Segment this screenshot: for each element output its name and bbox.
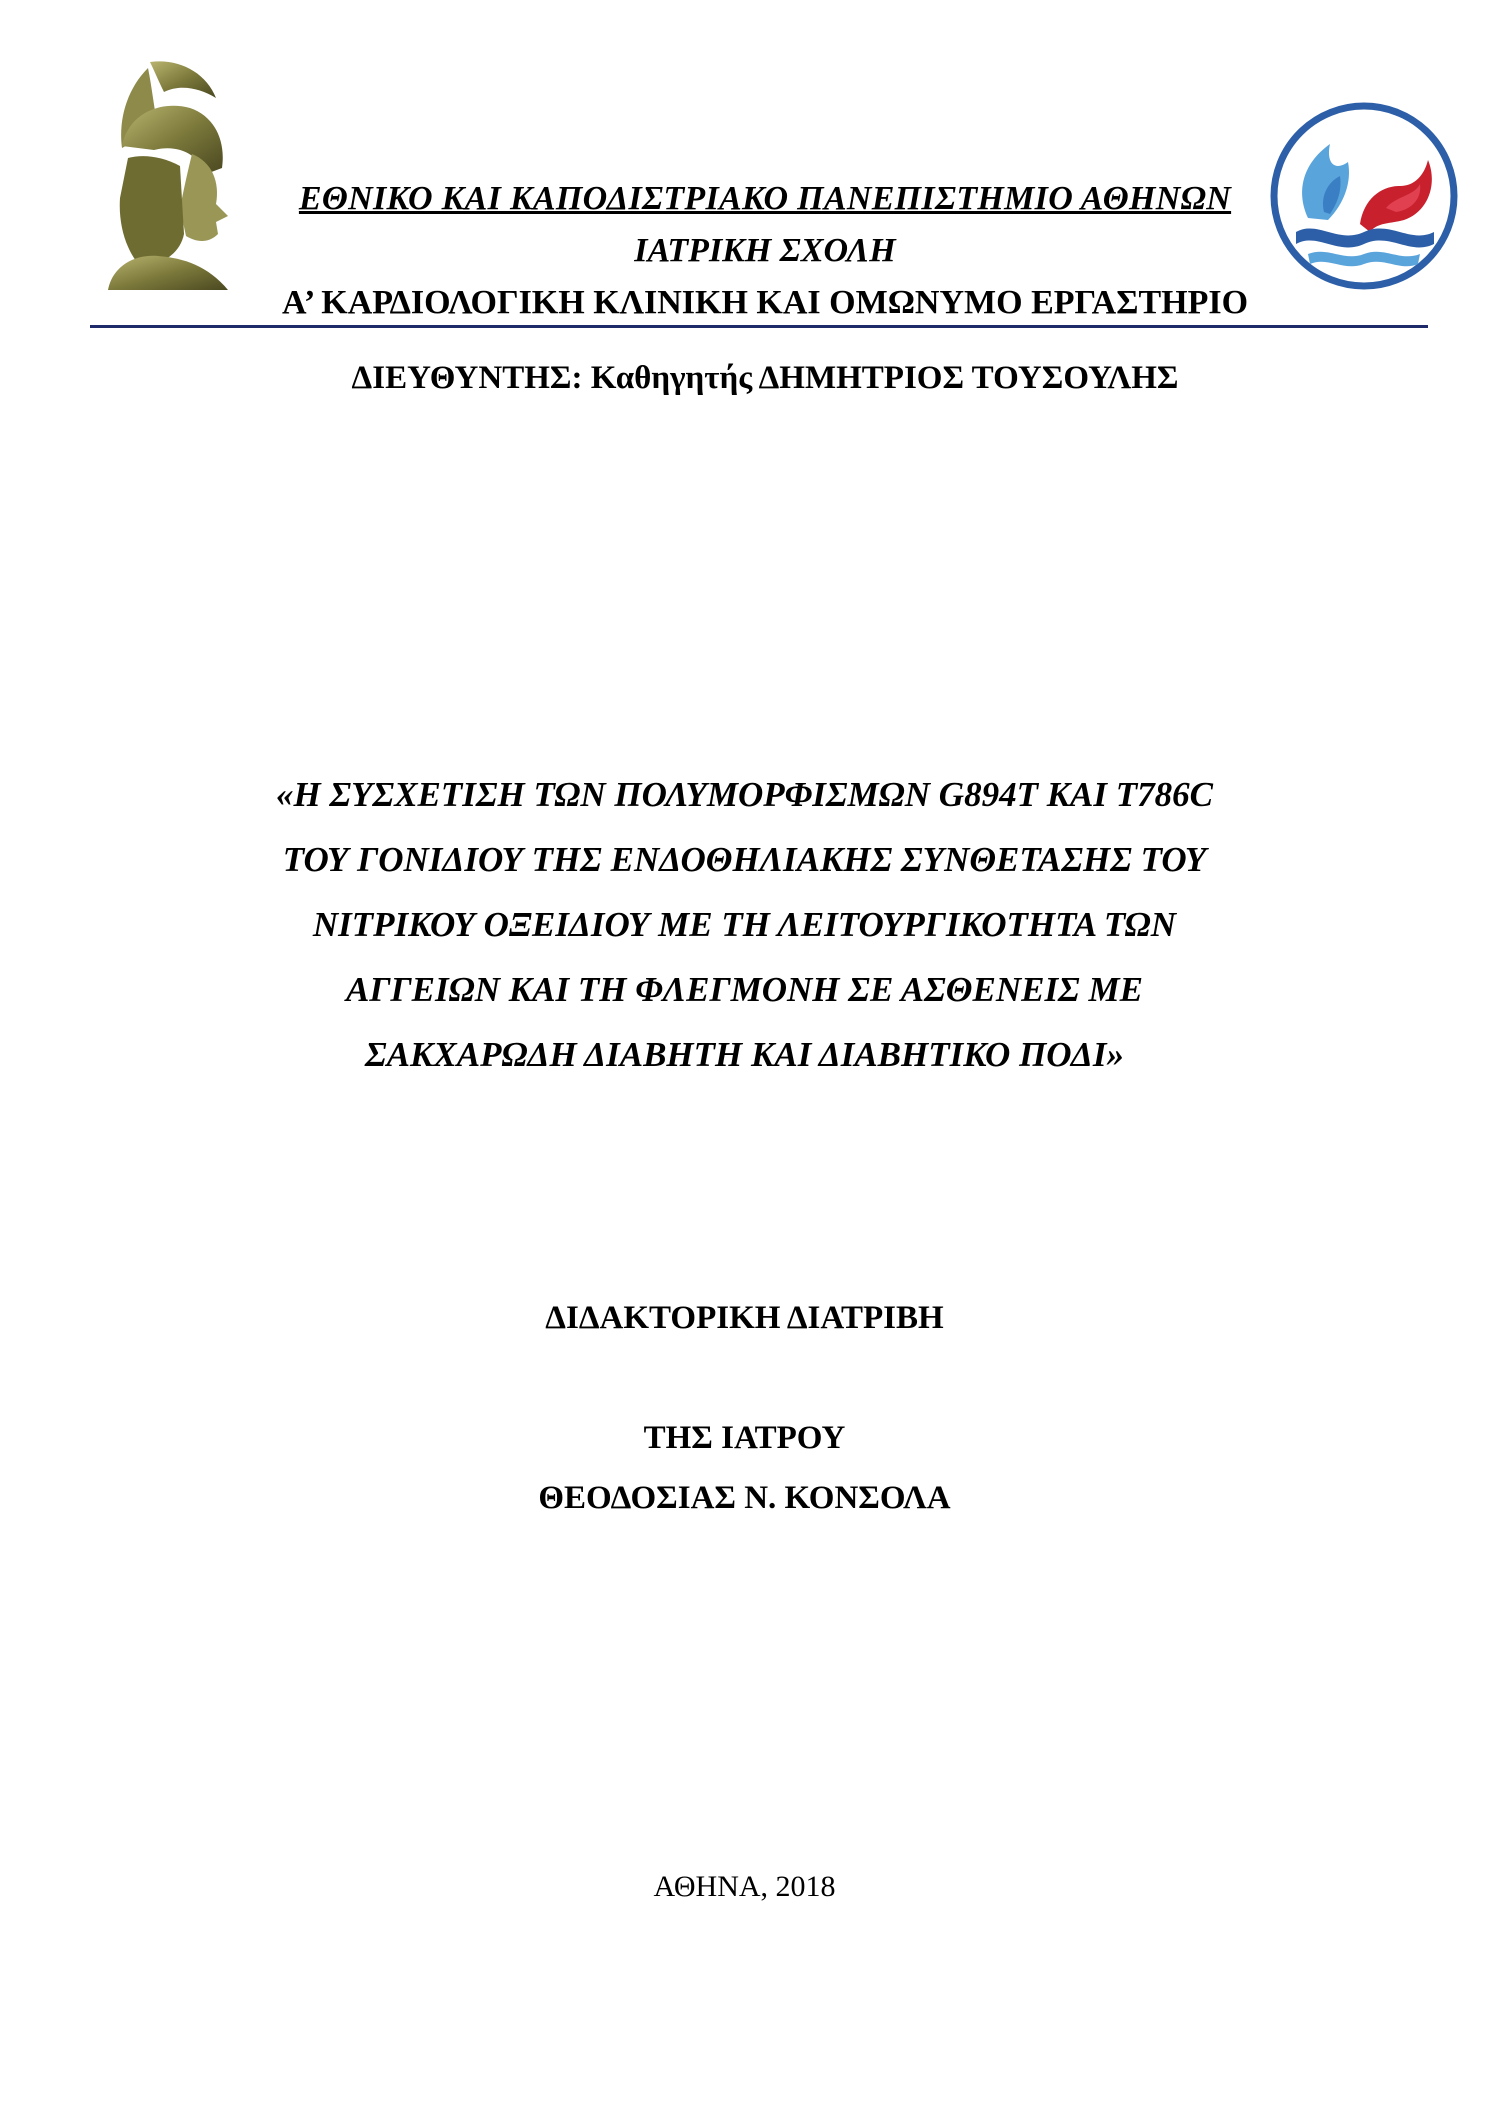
author-name: ΘΕΟΔΟΣΙΑΣ Ν. ΚΟΝΣΟΛΑ xyxy=(538,1480,951,1516)
thesis-title xyxy=(0,762,1489,1087)
by-line: ΤΗΣ ΙΑΤΡΟΥ xyxy=(643,1420,846,1456)
flame-waves-logo xyxy=(1268,100,1460,292)
title-line-5: ΣΑΚΧΑΡΩΔΗ ΔΙΑΒΗΤΗ ΚΑΙ ΔΙΑΒΗΤΙΚΟ ΠΟΔΙ» xyxy=(365,1035,1124,1074)
title-line-1: «Η ΣΥΣΧΕΤΙΣΗ ΤΩΝ ΠΟΛΥΜΟΡΦΙΣΜΩΝ G894T ΚΑΙ T786C xyxy=(276,775,1213,814)
director-line: ΔΙΕΥΘΥΝΤΗΣ: Καθηγητής ΔΗΜΗΤΡΙΟΣ ΤΟΥΣΟΥΛΗΣ xyxy=(351,360,1179,396)
school-name: ΙΑΤΡΙΚΗ ΣΧΟΛΗ xyxy=(634,232,896,269)
thesis-type: ΔΙΔΑΚΤΟΡΙΚΗ ΔΙΑΤΡΙΒΗ xyxy=(545,1300,944,1336)
title-line-2: ΤΟΥ ΓΟΝΙΔΙΟΥ ΤΗΣ ΕΝΔΟΘΗΛΙΑΚΗΣ ΣΥΝΘΕΤΑΣΗΣ ΤΟΥ xyxy=(282,840,1207,879)
clinic-name: Α’ ΚΑΡΔΙΟΛΟΓΙΚΗ ΚΛΙΝΙΚΗ ΚΑΙ ΟΜΩΝΥΜΟ ΕΡΓΑΣΤΗΡΙΟ xyxy=(281,284,1249,321)
athena-head-logo xyxy=(88,58,248,290)
title-line-3: ΝΙΤΡΙΚΟΥ ΟΞΕΙΔΙΟΥ ΜΕ ΤΗ ΛΕΙΤΟΥΡΓΙΚΟΤΗΤΑ ΤΩΝ xyxy=(312,905,1177,944)
place-year: ΑΘΗΝΑ, 2018 xyxy=(653,1870,836,1903)
title-line-4: ΑΓΓΕΙΩΝ ΚΑΙ ΤΗ ΦΛΕΓΜΟΝΗ ΣΕ ΑΣΘΕΝΕΙΣ ΜΕ xyxy=(346,970,1143,1009)
university-name: ΕΘΝΙΚΟ ΚΑΙ ΚΑΠΟΔΙΣΤΡΙΑΚΟ ΠΑΝΕΠΙΣΤΗΜΙΟ ΑΘΗΝΩΝ xyxy=(298,180,1232,217)
header-divider xyxy=(90,325,1428,328)
